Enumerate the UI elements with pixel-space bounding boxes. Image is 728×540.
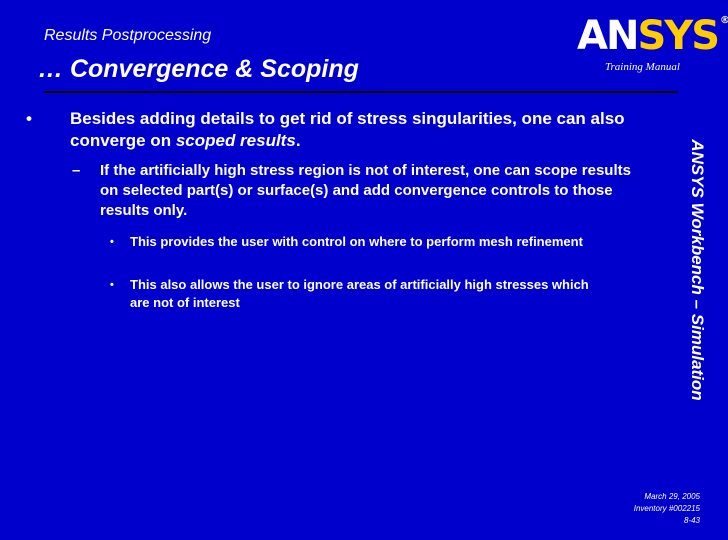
bullet-level-2-text: If the artificially high stress region is not of interest, one can scope results on selected part(s) or surface(s) and add convergence controls to those results only. (100, 162, 631, 219)
footer-page-number: 8-43 (683, 516, 700, 525)
training-manual-label: Training Manual (605, 61, 680, 73)
logo-text-an: AN (577, 13, 638, 59)
bullet-level-1-emphasis: scoped results (175, 131, 296, 150)
vertical-product-label: ANSYS Workbench – Simulation (688, 139, 707, 401)
bullet-level-3-a-text: This provides the user with control on where to perform mesh refinement (130, 234, 583, 249)
dash-icon: – (72, 162, 81, 179)
bullet-level-3-a (110, 233, 610, 251)
bullet-icon: • (110, 236, 114, 248)
bullet-level-1-post: . (295, 131, 301, 150)
footer-inventory: Inventory #002215 (633, 504, 700, 513)
bullet-level-2 (72, 161, 642, 221)
bullet-level-3-b-text: This also allows the user to ignore areas of artificially high stresses which are not of interest (130, 277, 589, 310)
footer (634, 491, 700, 527)
page-title: … Convergence & Scoping (38, 55, 359, 83)
bullet-level-3-b (110, 276, 610, 312)
bullet-level-1 (26, 108, 666, 152)
section-title: Results Postprocessing (44, 27, 212, 44)
bullet-level-1-pre: Besides adding details to get rid of stress singularities, one can also converge on (70, 109, 625, 150)
logo-text-sys: SYS (637, 13, 719, 59)
ansys-logo (577, 13, 728, 59)
header-divider (44, 91, 678, 93)
bullet-level-1-text (26, 108, 666, 152)
registered-mark: ® (720, 15, 728, 26)
bullet-icon: • (26, 109, 32, 128)
footer-date: March 29, 2005 (644, 492, 700, 501)
bullet-icon: • (110, 279, 114, 291)
